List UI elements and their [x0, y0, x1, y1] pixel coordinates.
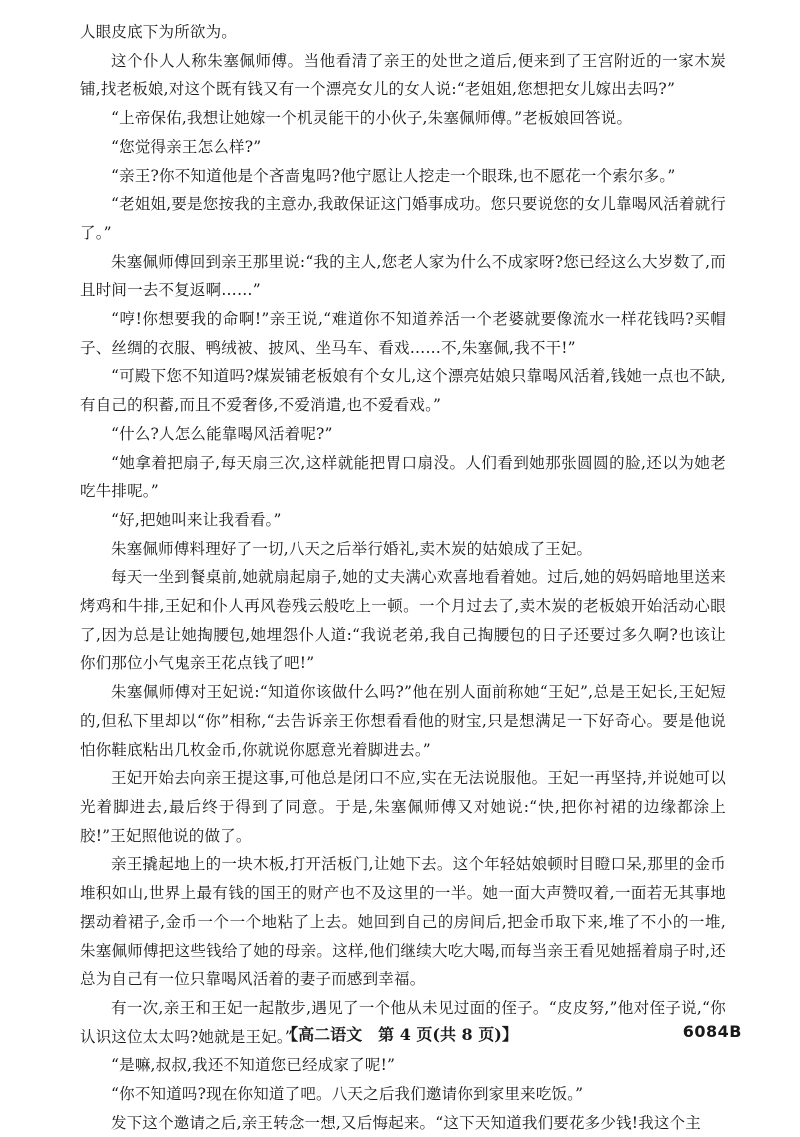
- paragraph-12: “好,把她叫来让我看看。”: [111, 510, 282, 529]
- paragraph-15: 朱塞佩师傅对王妃说:“知道你该做什么吗?”他在别人面前称她“王妃”,总是王妃长,王妃短的,但私下里却以“你”相称,“去告诉亲王你想看看他的财宝,只是想满足一下好奇心。要是他说怕你鞋底粘出几枚金币,你就说你愿意光着脚进去。”: [80, 683, 726, 759]
- paragraph-9: “可殿下您不知道吗?煤炭铺老板娘有个女儿,这个漂亮姑娘只靠喝风活着,钱她一点也不缺,有自己的积蓄,而且不爱奢侈,不爱消遣,也不爱看戏。”: [80, 367, 726, 415]
- paragraph-7: 朱塞佩师傅回到亲王那里说:“我的主人,您老人家为什么不成家呀?您已经这么大岁数了,而且时间一去不复返啊……”: [80, 252, 726, 300]
- paragraph-21: 发下这个邀请之后,亲王转念一想,又后悔起来。“这下天知道我们要花多少钱!我这个主: [111, 1113, 702, 1132]
- paragraph-18: 有一次,亲王和王妃一起散步,遇见了一个他从未见过面的侄子。“皮皮努,”他对侄子说,“你认识这位太太吗?她就是王妃。”: [80, 998, 726, 1046]
- paragraph-6: “老姐姐,要是您按我的主意办,我敢保证这门婚事成功。您只要说您的女儿靠喝风活着就行了。”: [80, 195, 726, 242]
- paragraph-13: 朱塞佩师傅料理好了一切,八天之后举行婚礼,卖木炭的姑娘成了王妃。: [111, 539, 593, 558]
- paragraph-19: “是嘛,叔叔,我还不知道您已经成家了呢!”: [111, 1056, 396, 1075]
- footer-exam-code: 6084B: [682, 1022, 742, 1041]
- paragraph-17: 亲王撬起地上的一块木板,打开活板门,让她下去。这个年轻姑娘顿时目瞪口呆,那里的金币堆积如山,世界上最有钱的国王的财产也不及这里的一半。她一面大声赞叹着,一面若无其事地摆动着裙子,金币一个一个地粘了上去。她回到自己的房间后,把金币取下来,堆了不小的一堆,朱塞佩师傅把这些钱给了她的母亲。这样,他们继续大吃大喝,而每当亲王看见她摇着扇子时,还总为自己有一位只靠喝风活着的妻子而感到幸福。: [80, 855, 726, 989]
- paragraph-14: 每天一坐到餐桌前,她就扇起扇子,她的丈夫满心欢喜地看着她。过后,她的妈妈暗地里送来烤鸡和牛排,王妃和仆人再风卷残云般吃上一顿。一个月过去了,卖木炭的老板娘开始活动心眼了,因为总是让她掏腰包,她埋怨仆人道:“我说老弟,我自己掏腰包的日子还要过多久啊?也该让你们那位小气鬼亲王花点钱了吧!”: [80, 568, 726, 673]
- footer-page-label: 【高二语文 第 4 页(共 8 页)】: [282, 1025, 518, 1044]
- paragraph-16: 王妃开始去向亲王提这事,可他总是闭口不应,实在无法说服他。王妃一再坚持,并说她可以光着脚进去,最后终于得到了同意。于是,朱塞佩师傅又对她说:“快,把你衬裙的边缘都涂上胶!”王妃照他说的做了。: [80, 769, 726, 845]
- paragraph-2: 这个仆人人称朱塞佩师傅。当他看清了亲王的处世之道后,便来到了王宫附近的一家木炭铺,找老板娘,对这个既有钱又有一个漂亮女儿的女人说:“老姐姐,您想把女儿嫁出去吗?”: [80, 51, 726, 99]
- paragraph-1: 人眼皮底下为所欲为。: [80, 23, 238, 41]
- paragraph-3: “上帝保佑,我想让她嫁一个机灵能干的小伙子,朱塞佩师傅。”老板娘回答说。: [111, 109, 633, 128]
- paragraph-11: “她拿着把扇子,每天扇三次,这样就能把胃口扇没。人们看到她那张圆圆的脸,还以为她老吃牛排呢。”: [80, 453, 726, 501]
- paragraph-20: “你不知道吗?现在你知道了吧。八天之后我们邀请你到家里来吃饭。”: [111, 1085, 584, 1104]
- paragraph-10: “什么?人怎么能靠喝风活着呢?”: [111, 424, 333, 443]
- paragraph-8: “哼!你想要我的命啊!”亲王说,“难道你不知道养活一个老婆就要像流水一样花钱吗?买帽子、丝绸的衣服、鸭绒被、披风、坐马车、看戏……不,朱塞佩,我不干!”: [80, 310, 726, 357]
- paragraph-4: “您觉得亲王怎么样?”: [111, 137, 262, 156]
- page-footer: [0, 1022, 800, 1048]
- paragraph-5: “亲王?你不知道他是个吝啬鬼吗?他宁愿让人挖走一个眼珠,也不愿花一个索尔多。”: [111, 166, 676, 185]
